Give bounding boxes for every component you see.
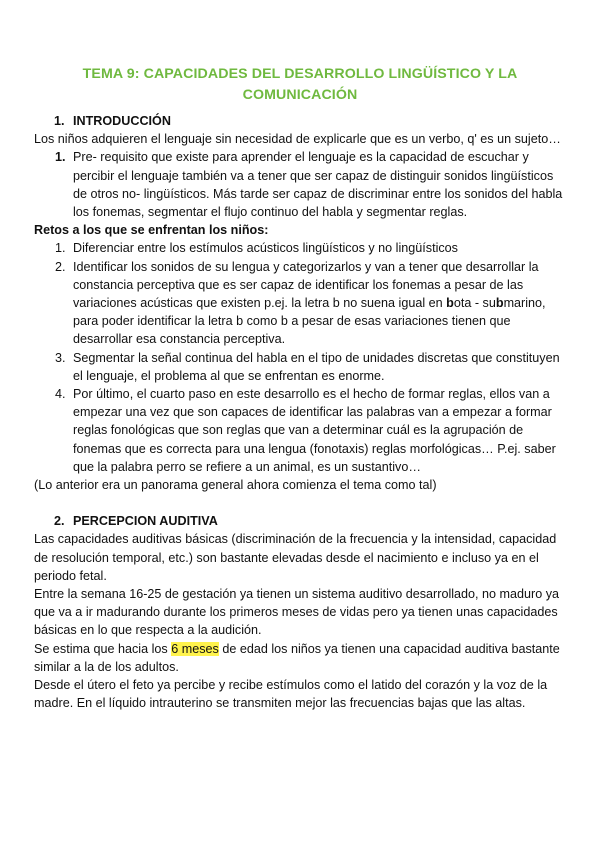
list-item [34, 349, 566, 385]
list-item-text: Por último, el cuarto paso en este desarrollo es el hecho de formar reglas, ellos van a empezar una vez que son capaces de identificar las palabras van a empezar a formar reglas fonológicas que son reglas que van a determinar cuál es la agrupación de fonemas que es correcta para una lengua (fonotaxis) reglas morfológicas… P.ej. saber que la palabra perro se refiere a un animal, es un sustantivo… [73, 387, 556, 474]
section-1-number: 1. [54, 114, 65, 128]
closing-note: (Lo anterior era un panorama general ahora comienza el tema como tal) [34, 478, 437, 493]
list-item-text: Segmentar la señal continua del habla en el tipo de unidades discretas que constituyen el lenguaje, el problema al que se enfrentan es enorme. [73, 350, 560, 383]
paragraph-highlighted [34, 640, 566, 676]
prerequisite-item [34, 148, 566, 221]
paragraph: Entre la semana 16-25 de gestación ya tienen un sistema auditivo desarrollado, no maduro ya que va a ir madurando durante los primeros meses de vidas pero ya tienen unas capacidades básicas en lo que respecta a la audición. [34, 587, 560, 638]
list-marker: 3. [55, 350, 66, 365]
list-item-text-a: Identificar los sonidos de su lengua y categorizarlos y van a tener que desarrollar la constancia perceptiva que es ser capaz de identificar los fonemas a pesar de las variaciones acústicas que existen p.ej. la letra b no suena igual en [73, 259, 539, 311]
list-item-text-b: ota - su [453, 296, 496, 311]
spacer [34, 494, 566, 512]
paragraph: Las capacidades auditivas básicas (discriminación de la frecuencia y la intensidad, capacidad de resolución temporal, etc.) son bastante elevadas desde el nacimiento e incluso ya en el periodo fetal. [34, 532, 557, 583]
intro-paragraph: Los niños adquieren el lenguaje sin necesidad de explicarle que es un verbo, q' es un sujeto… [34, 132, 561, 147]
list-item [34, 239, 566, 257]
section-1-heading [34, 112, 566, 130]
document-title: TEMA 9: CAPACIDADES DEL DESARROLLO LINGÜÍSTICO Y LA COMUNICACIÓN [82, 66, 518, 103]
highlighted-text: 6 meses [171, 641, 219, 656]
list-item-text-c: marino, para poder identificar la letra b como b a pesar de esas variaciones tienen que desarrollar esa constancia perceptiva. [73, 296, 546, 347]
section-2-title: PERCEPCION AUDITIVA [73, 514, 218, 529]
paragraph-text: de edad los niños ya tienen una capacidad auditiva bastante similar a la de los adultos. [34, 641, 560, 674]
list-marker: 1. [55, 241, 66, 256]
prerequisite-list [34, 148, 566, 221]
list-marker: 1. [55, 150, 66, 165]
bold-letter: b [495, 296, 504, 311]
challenges-heading: Retos a los que se enfrentan los niños: [34, 223, 269, 238]
paragraph-text: Se estima que hacia los [34, 641, 172, 656]
prerequisite-text: Pre- requisito que existe para aprender el lenguaje es la capacidad de escuchar y percibir el lenguaje también va a tener que ser capaz de distinguir sonidos lingüísticos de otros no- lingüísticos. Más tarde ser capaz de discriminar entre los sonidos del habla los fonemas, segmentar el flujo continuo del habla y segmentar reglas. [73, 150, 563, 220]
section-1-title: INTRODUCCIÓN [73, 114, 171, 128]
challenges-list [34, 239, 566, 476]
list-item [34, 385, 566, 476]
list-item-text: Diferenciar entre los estímulos acústicos lingüísticos y no lingüísticos [73, 241, 458, 256]
section-2-heading [34, 512, 566, 530]
list-item [34, 258, 566, 349]
bold-letter: b [446, 296, 454, 311]
paragraph: Desde el útero el feto ya percibe y recibe estímulos como el latido del corazón y la voz de la madre. En el líquido intrauterino se transmiten mejor las frecuencias bajas que las altas. [34, 678, 548, 711]
list-marker: 2. [55, 259, 66, 274]
section-2-number: 2. [54, 514, 65, 529]
list-marker: 4. [55, 387, 66, 402]
